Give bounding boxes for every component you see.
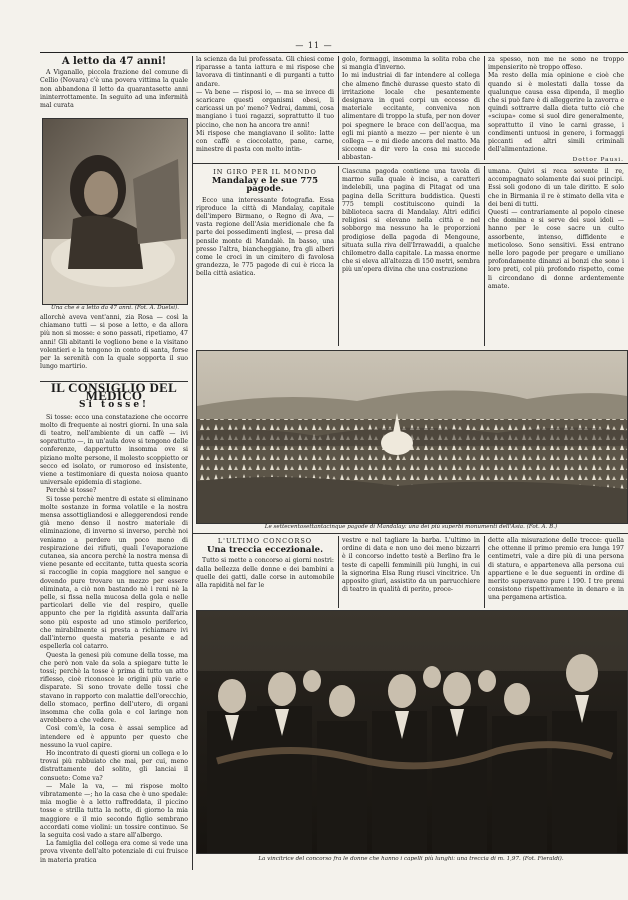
article-outro: allorchè aveva vent'anni, zia Rosa — così la chiamano tutti — si pose a letto, e da allora più non si mosse: e sono passati, ripetiamo, 47 anni! Gli abitanti le vogliono bene e la visitano volentieri e la tengono in conto di santa, forse per la serenità con la quale sopporta il suo lungo martirio. [40,314,188,371]
mandalay-title: Mandalay e le sue 775 pagode. [211,176,319,195]
section-divider [192,533,628,534]
consiglio-p3: Si tosse perchè mentre di estate si eliminano molte sostanze in forma volatile e la nostra mensa assottigliandosi e alleggerendosi rende già meno denso il nostro materiale di eliminazione, di inverno si inverso, perchè noi veniamo a perdere un poco meno di respirazione dei rifiuti, quali l'evaporazione cutanea, sia ancora perchè la nostra mensa di viene pesante ed eccitante, tutta questa scoria si raccoglie in copia maggiore nel sangue e dovendo pure trovare un mezzo per essere eliminata, a ciò non bastando nè i reni nè la pelle, si fissa nella mucosa della gola e nelle particolari delle vie del respiro, quelle appunto che per la rigidità assunta dall'aria sono più esposte ad uno stimolo periferico, che mirabilmente si presta a richiamare ivi dall'interno questa materia pesante e ad espellerla col catarro. [40,495,188,651]
article-consiglio [40,380,188,870]
concorso-group-photo [196,610,628,854]
concorso-group-illustration [197,611,627,853]
portrait-illustration [43,119,187,304]
consiglio-p7: — Male la va, — mi rispose molto vibratamente —; ho la casa che è uno spedale: mia moglie è a letto raffreddata, il piccino tosse e strilla tutta la notte, di giorno la mia maggiore e il mio secondo figlio sembrano accordati come violini: un tossire continuo. Se la seguita così vado a stare all'albergo. [40,782,188,839]
column-rule [338,56,339,160]
column-rule [484,166,485,346]
column-rule [338,536,339,608]
concorso-text2: vestre e nel tagliare la barba. L'ultimo in ordine di data e non uno dei meno bizzarri è il concorso indetto testè a Berlino fra le teste di capelli femminili più lunghi, in cui la signorina Elsa Rung riuscì vincitrice. Un apposito giurì, assistito da un parrucchiere di teatro in qualità di perito, proce- [342,537,480,594]
article-concorso [196,537,334,607]
article-concorso-2 [342,537,480,607]
concorso-text1: Tutto si mette a concorso ai giorni nostri: dalla bellezza delle donne e dei bambini a quelle dei gatti, dalle corse in automobile alla rapidità nel far le [196,557,334,590]
mandalay-panorama-photo [196,350,628,524]
consiglio-continued-1: la scienza da lui professata. Gli chiesi come riparasse a tanta iattura e mi rispose che lavorava di tintinnanti e di purganti a tutto andare. — Va bene — risposi io, — ma se invece di scaricare questi organismi obesi, li caricassi un po' meno? Vedrai, dammi, cosa mangiano i tuoi ragazzi, soprattutto il tuo piccino, che non ha ancora tre anni! Mi rispose che mangiavano il solito: latte con caffè e cioccolatto, pane, carne, minestre di pasta con molto intin- [196,56,334,154]
mandalay-text2: Ciascuna pagoda contiene una tavola di marmo sulla quale è incisa, a caratteri indelebili, una pagina di Pitagat od una pagina della Scrittura buddistica. Questi 775 templi costituiscono quindi la biblioteca sacra di Mandalay. Altri edifici religiosi si elevano nella città e nel sobborgo ma nessuno ha le proporzioni prodigiose della pagoda di Mengoune, situata sulla riva dell'Irrawaddi, a qualche chilometro dalla capitale. La massa enorme che si eleva all'altezza di 150 metri, sembra più un'opera divina che una costruzione [342,168,480,274]
portrait-caption: Una che è a letto da 47 anni. (Fot. A. Duelsi). [50,305,179,311]
column-rule [192,56,193,870]
article-mandalay [196,168,334,346]
consiglio-p4: Questa la genesi più comune della tosse, ma che però non vale da sola a spiegare tutte le tossi; perchè la tosse è prima di tutto un atto riflesso, cioè riconosce le origini più varie e disparate. Si sono trovate delle tossi che stavano in rapporto con malattie dell'orecchio, dello stomaco, perfino dell'utero, di organi insomma che colla gola e col laringe non avrebbero a che vedere. [40,651,188,725]
mandalay-text: Ecco una interessante fotografia. Essa riproduce la città di Mandalay, capitale dell'impero Birmano, o Regno di Ava, — vasta regione dell'Asia meridionale che fa parte dei possedimenti inglesi, — presa dal pensile monte di Mandalè. In basso, una presso l'altra, biancheggiano, fra gli alberi come le croci in un cimitero di favolosa grandezza, le 775 pagode di cui è ricca la bella città asiatica. [196,196,334,278]
mandalay-caption: Le settecentosettantacinque pagode di Mandalay: una dei più superbi monumenti dell'Asia. (Fot. A. B.) [264,524,558,530]
portrait-photo [42,118,188,305]
column-rule [484,56,485,160]
mandalay-panorama-illustration [197,351,627,523]
consiglio-ending: za spesso, non me ne sono ne troppo impensierito nè troppo offeso. Ma resto della mia opinione e cioè che quando si è molestati dalla tosse da qualunque causa essa dipenda, il meglio che si può fare è di alleggerire la zavorra e quindi sottrarre dalla dieta tutto ciò che «sciupa» come si suol dire generalmente, soprattutto il vino le carni grasse, i condimenti untuosi in genere, i formaggi piccanti ed altri simili criminali dell'alimentazione. [488,56,624,154]
concorso-kicker: L'ULTIMO CONCORSO [217,537,313,545]
consiglio-p8: La famiglia del collega era come si vede una prova vivente dell'alto potenziale di cui fruisce in materia pratica [40,840,188,864]
concorso-text3: dette alla misurazione delle trecce: quella che ottenne il primo premio era lunga 197 centimetri, vale a dire più di una persona di statura, e apparteneva alla persona cui appartiene e le due seguenti in ordine di merito superavano pure i 190. I tre premi consistono rispettivamente in denaro e in una pergamena artistica. [488,537,624,602]
consiglio-p5: Così com'è, la cosa è assai semplice ad intendere ed è appunto per questo che nessuno la vuol capire. [40,725,188,749]
consiglio-continued-2: golo, formaggi, insomma la solita roba che si mangia d'inverno. Io mi industriai di far intendere al collega che almeno finchè durasse questo stato di irritazione locale che pesantemente designava in quei corpi un eccesso di materiale eccitante, conveniva non alimentare di troppo la stufa, per non dover poi spegnere le brace con dell'acqua, ma egli mi piantò a mezzo — per niente è un collega — e mi diede ancora del matto. Ma siccome a dir vero la cosa mi succede abbastan- [342,56,480,162]
consiglio-p1: Si tosse: ecco una constatazione che occorre molto di frequente ai nostri giorni. In una sala di teatro, nell'ambiente di un caffè — ivi soprattutto —, in un'aula dove si tengono delle conferenze, dappertutto insomma ove si piziano molte persone, il molesto scoppietto or secco ed isolato, or rumoroso ed insistente, viene a testimoniare di questa noiosa quanto universale epidemia di stagione. [40,413,188,487]
consiglio-p2: Perchè si tosse? [46,487,97,495]
section-divider [192,163,628,164]
article-concorso-3 [488,537,624,607]
mandalay-kicker: IN GIRO PER IL MONDO [213,168,317,176]
consiglio-subtitle: Si tosse! [78,400,150,411]
article-letto-cont [40,314,188,380]
article-intro: A Viganallo, piccola frazione del comune di Cellio (Novara) c'è una povera vittima la quale non abbandona il letto da quarantasette anni ininterrottamente. In seguito ad una infermità mal curata [40,69,188,110]
article-mandalay-2 [342,168,480,346]
concorso-title: Una treccia eccezionale. [206,545,324,556]
top-rule [40,52,628,53]
column-rule [338,166,339,346]
page-number: — 11 — [295,41,333,50]
consiglio-p6: Ho incontrato di questi giorni un collega e lo trovai più rabbuiato che mai, per cui, meno distrattamente del solito, gli lanciai il consueto: Come va? [40,749,188,782]
column-rule [484,536,485,608]
concorso-caption: La vincitrice del concorso fra le donne che hanno i capelli più lunghi: una treccia di m. 1,97. (Fot. Fieraldi). [258,856,564,862]
consiglio-continued-3 [488,56,624,164]
mandalay-text3: umana. Quivi si reca sovente il re, accompagnato solamente dai suoi principi. Essi soli godono di un tale diritto. E solo che in Birmania il re è stimato della vita e dei beni di tutti. Questi — contrariamente al popolo cinese che domina e si serve dei suoi idoli — hanno per le cose sacre un culto assorbente, intenso, diffidente e meticoloso. Sono sensitivi. Essi entrano nelle loro pagode per pregare e umiliano profondamente dinanzi ai bonzi che sono i loro preti, col più profondo rispetto, come li circondano di donne ardentemente amate. [488,168,624,290]
article-title: A letto da 47 anni! [61,56,167,67]
author-signature: Dottor Pausi. [572,157,624,164]
consiglio-title: IL CONSIGLIO DEL MEDICO [50,380,178,404]
